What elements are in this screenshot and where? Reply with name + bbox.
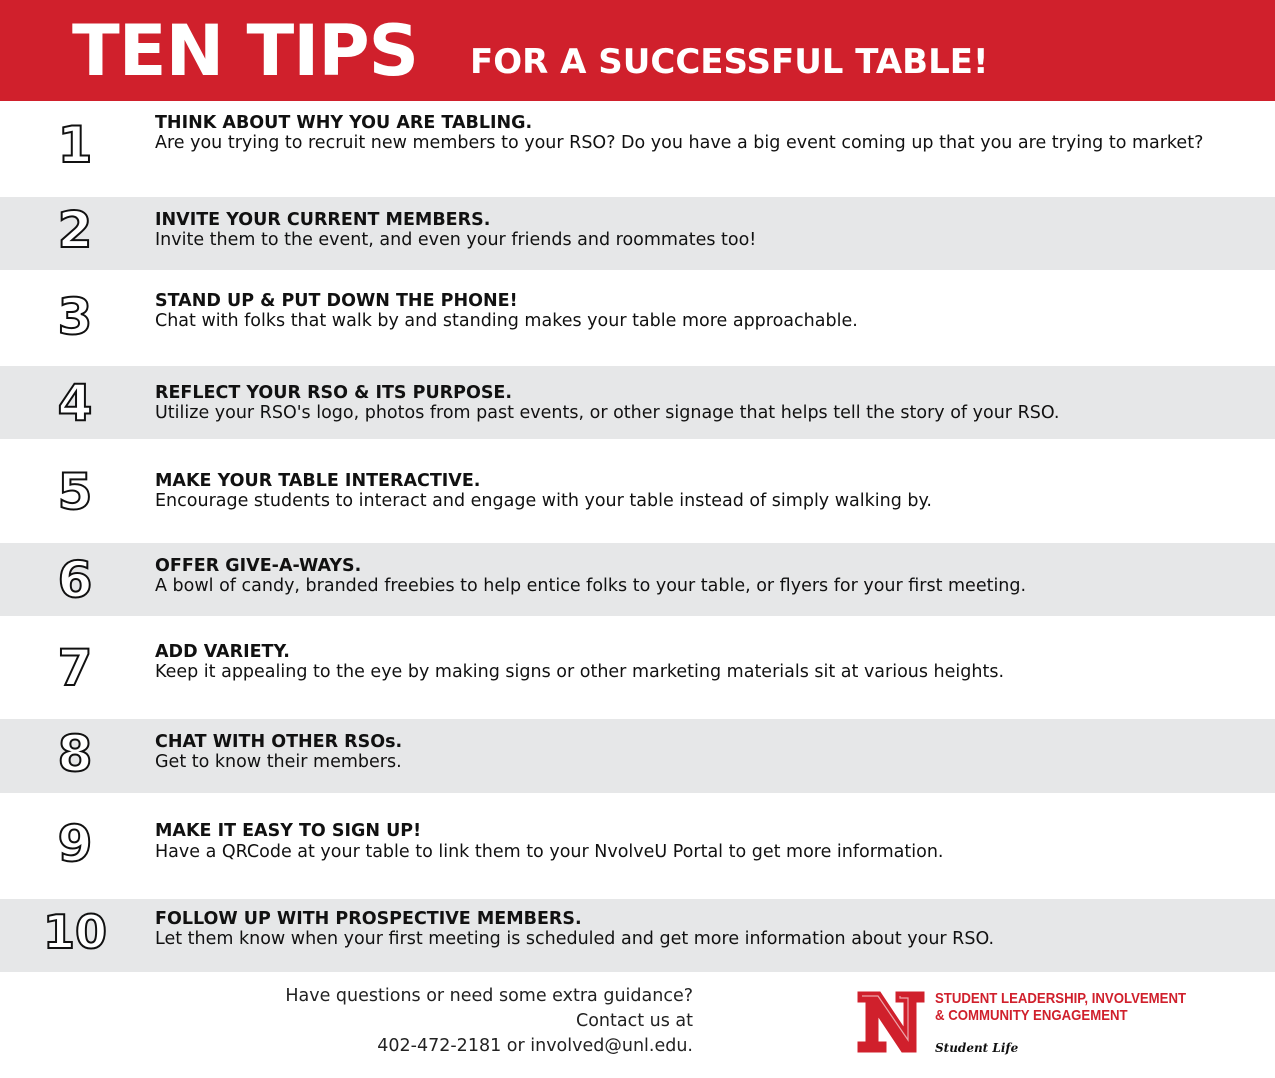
tip-row-8 bbox=[0, 719, 1275, 793]
contact-info bbox=[200, 984, 693, 1059]
org-name bbox=[935, 990, 1186, 1024]
org-name-line-1: STUDENT LEADERSHIP, INVOLVEMENT bbox=[935, 990, 1187, 1007]
tip-heading: ADD VARIETY. bbox=[155, 642, 290, 662]
tip-number: 7 bbox=[57, 639, 93, 697]
tip-row-5 bbox=[0, 439, 1275, 543]
tip-body: A bowl of candy, branded freebies to help entice folks to your table, or flyers for your first meeting. bbox=[155, 576, 1027, 596]
tip-body: Are you trying to recruit new members to your RSO? Do you have a big event coming up that you are trying to market? bbox=[155, 133, 1204, 153]
tip-heading: STAND UP & PUT DOWN THE PHONE! bbox=[155, 291, 518, 311]
header-banner bbox=[0, 0, 1275, 101]
tip-number: 8 bbox=[57, 725, 93, 783]
tip-heading: OFFER GIVE-A-WAYS. bbox=[155, 556, 362, 576]
tip-number: 6 bbox=[57, 551, 93, 609]
tip-heading: THINK ABOUT WHY YOU ARE TABLING. bbox=[155, 113, 533, 133]
tip-heading: MAKE IT EASY TO SIGN UP! bbox=[155, 821, 422, 841]
tip-number: 9 bbox=[57, 815, 93, 873]
nebraska-n-logo-icon bbox=[856, 990, 926, 1054]
tip-body: Invite them to the event, and even your friends and roommates too! bbox=[155, 230, 757, 250]
tip-body: Utilize your RSO's logo, photos from past events, or other signage that helps tell the story of your RSO. bbox=[155, 403, 1060, 423]
tip-body: Have a QRCode at your table to link them to your NvolveU Portal to get more information. bbox=[155, 842, 944, 862]
tip-heading: FOLLOW UP WITH PROSPECTIVE MEMBERS. bbox=[155, 909, 582, 929]
contact-line-1: Have questions or need some extra guidance? bbox=[285, 986, 693, 1006]
tip-row-7 bbox=[0, 616, 1275, 719]
tip-row-6 bbox=[0, 543, 1275, 616]
org-name-line-2: & COMMUNITY ENGAGEMENT bbox=[935, 1007, 1128, 1024]
tip-number: 10 bbox=[42, 905, 107, 959]
tip-heading: REFLECT YOUR RSO & ITS PURPOSE. bbox=[155, 383, 513, 403]
tip-number: 2 bbox=[57, 201, 93, 259]
tip-row-4 bbox=[0, 366, 1275, 439]
org-subtitle: Student Life bbox=[935, 1041, 1019, 1055]
tip-heading: CHAT WITH OTHER RSOs. bbox=[155, 732, 403, 752]
contact-line-3[interactable]: 402-472-2181 or involved@unl.edu. bbox=[377, 1036, 693, 1056]
tip-number: 3 bbox=[57, 288, 93, 346]
tip-row-9 bbox=[0, 793, 1275, 899]
tip-body: Encourage students to interact and engage with your table instead of simply walking by. bbox=[155, 491, 932, 511]
tip-heading: INVITE YOUR CURRENT MEMBERS. bbox=[155, 210, 491, 230]
tip-number: 5 bbox=[57, 463, 93, 521]
tip-body: Keep it appealing to the eye by making signs or other marketing materials sit at various heights. bbox=[155, 662, 1005, 682]
tip-body: Let them know when your first meeting is scheduled and get more information about your RSO. bbox=[155, 929, 995, 949]
page-title: TEN TIPS bbox=[72, 10, 419, 92]
tip-body: Get to know their members. bbox=[155, 752, 402, 772]
tip-heading: MAKE YOUR TABLE INTERACTIVE. bbox=[155, 471, 481, 491]
tip-row-3 bbox=[0, 270, 1275, 366]
tip-row-2 bbox=[0, 197, 1275, 270]
tip-body: Chat with folks that walk by and standing makes your table more approachable. bbox=[155, 311, 858, 331]
tip-row-10 bbox=[0, 899, 1275, 972]
tip-number: 1 bbox=[57, 116, 93, 174]
page-subtitle: FOR A SUCCESSFUL TABLE! bbox=[470, 42, 989, 82]
tip-row-1 bbox=[0, 101, 1275, 197]
tip-number: 4 bbox=[57, 374, 93, 432]
contact-line-2: Contact us at bbox=[575, 1011, 693, 1031]
